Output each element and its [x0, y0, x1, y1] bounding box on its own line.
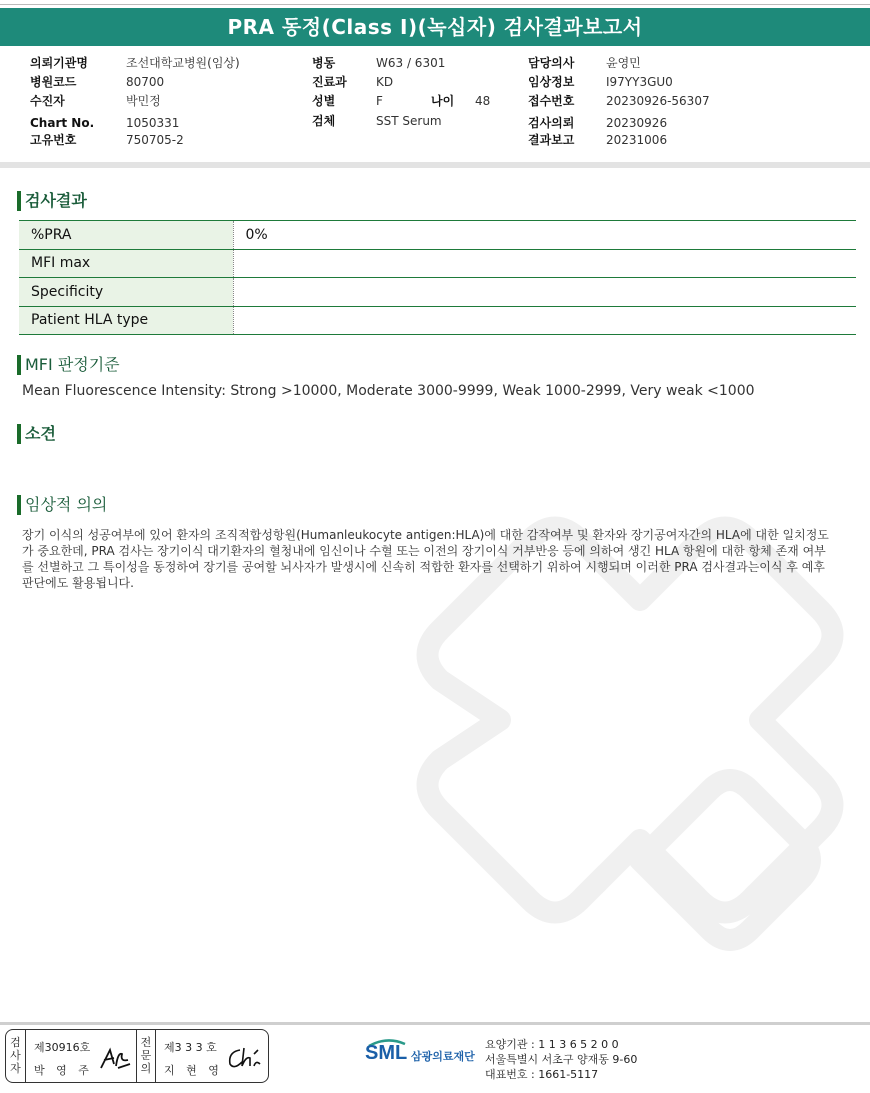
table-row: [19, 221, 856, 250]
label-receipt-no: 접수번호: [528, 94, 575, 108]
specialist-label: 전문의: [136, 1030, 156, 1082]
result-key: Specificity: [19, 278, 233, 307]
result-value: [233, 306, 856, 335]
value-request-date: 20230926: [606, 116, 668, 130]
section-clinical-title: 임상적 의의: [17, 494, 107, 516]
contact-line: 서울특별시 서초구 양재동 9-60: [485, 1053, 638, 1066]
label-age: 나이: [431, 94, 455, 108]
value-report-date: 20231006: [606, 133, 668, 147]
value-clinical-info: I97YY3GU0: [606, 75, 673, 89]
label-report-date: 결과보고: [528, 133, 575, 147]
value-ward: W63 / 6301: [376, 56, 446, 70]
value-sex: F: [376, 94, 383, 108]
result-value: [233, 278, 856, 307]
logo-text: SML: [365, 1042, 408, 1064]
label-ward: 병동: [312, 56, 336, 70]
results-table: [19, 220, 856, 335]
sml-logo: [365, 1038, 480, 1074]
label-department: 진료과: [312, 75, 347, 89]
specialist-name: 지 현 영: [164, 1064, 223, 1077]
label-institution: 의뢰기관명: [30, 56, 88, 70]
report-title: PRA 동정(Class I)(녹십자) 검사결과보고서: [0, 8, 870, 46]
org-name: 삼광의료재단: [411, 1050, 475, 1063]
tester-number: 제30916호: [34, 1041, 91, 1054]
table-row: [19, 278, 856, 307]
label-patient: 수진자: [30, 94, 65, 108]
top-border: [0, 4, 870, 5]
footer-divider: [0, 1022, 870, 1025]
result-key: Patient HLA type: [19, 306, 233, 335]
value-chart-no: 1050331: [126, 116, 180, 130]
section-mfi-title: MFI 판정기준: [17, 354, 120, 376]
mfi-criteria-text: Mean Fluorescence Intensity: Strong >10000, Moderate 3000-9999, Weak 1000-2999, Very weak <1000: [22, 383, 755, 399]
table-row: [19, 306, 856, 335]
label-request-date: 검사의뢰: [528, 116, 575, 130]
table-row: [19, 249, 856, 278]
result-key: MFI max: [19, 249, 233, 278]
value-patient: 박민정: [126, 94, 161, 108]
label-doctor: 담당의사: [528, 56, 575, 70]
contact-line: 요양기관 : 1 1 3 6 5 2 0 0: [485, 1038, 619, 1051]
tester-name: 박 영 주: [34, 1064, 93, 1077]
value-department: KD: [376, 75, 394, 89]
contact-line: 대표번호 : 1661-5117: [485, 1068, 599, 1081]
value-age: 48: [475, 94, 491, 108]
section-opinion-title: 소견: [17, 423, 56, 445]
contact-info: [485, 1037, 637, 1082]
value-receipt-no: 20230926-56307: [606, 94, 710, 108]
label-hospital-code: 병원코드: [30, 75, 77, 89]
clinical-significance-text: 장기 이식의 성공여부에 있어 환자의 조직적합성항원(Humanleukocyte antigen:HLA)에 대한 감작여부 및 환자와 장기공여자간의 HLA에 대한 일치정도가 중요한데, PRA 검사는 장기이식 대기환자의 혈청내에 임신이나 수혈 또는 이전의 장기이식 거부반응 등에 의하여 생긴 HLA 항원에 대한 항체 존재 여부를 선별하고 그 특이성을 동정하여 장기를 공여할 뇌사자가 발생시에 신속히 적합한 환자를 선택하기 위하여 시행되며 이러한 PRA 검사결과는이식 후 예후 판단에도 활용됩니다.: [22, 528, 829, 590]
value-institution: 조선대학교병원(임상): [126, 56, 240, 70]
value-specimen: SST Serum: [376, 114, 442, 128]
result-key: %PRA: [19, 221, 233, 250]
section-results-title: 검사결과: [17, 190, 87, 212]
label-clinical-info: 임상정보: [528, 75, 575, 89]
label-specimen: 검체: [312, 114, 336, 128]
tester-label: 검사자: [6, 1030, 26, 1082]
tester-signature-icon: [98, 1046, 132, 1072]
header-divider: [0, 162, 870, 168]
label-sex: 성별: [312, 94, 336, 108]
specialist-number: 제3 3 3 호: [164, 1041, 217, 1054]
signature-box: [5, 1029, 269, 1083]
value-hospital-code: 80700: [126, 75, 165, 89]
label-unique-no: 고유번호: [30, 133, 77, 147]
result-value: [233, 249, 856, 278]
specialist-signature-icon: [226, 1044, 262, 1072]
label-chart-no: Chart No.: [30, 116, 95, 130]
value-doctor: 윤영민: [606, 56, 641, 70]
result-value: 0%: [233, 221, 856, 250]
value-unique-no: 750705-2: [126, 133, 184, 147]
